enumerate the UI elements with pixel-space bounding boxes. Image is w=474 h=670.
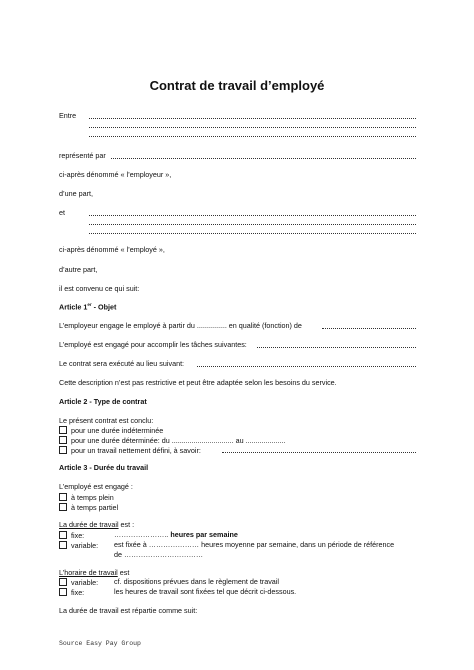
option-temps-partiel[interactable]: à temps partiel <box>59 503 118 511</box>
taches-line <box>257 347 416 348</box>
horaire-variable-text: cf. dispositions prévues dans le règlement de travail <box>114 577 280 586</box>
article-1-lieu: Le contrat sera exécuté au lieu suivant: <box>59 359 185 368</box>
article-2-intro: Le présent contrat est conclu: <box>59 416 154 425</box>
article-1-description: Cette description n’est pas restrictive et peut être adaptée selon les besoins du service. <box>59 378 337 387</box>
represente-label: représenté par <box>59 151 106 160</box>
employeur-denomme: ci-après dénommé « l’employeur », <box>59 170 172 179</box>
horaire-travail-heading: L’horaire de travail est <box>59 568 130 577</box>
et-line-3 <box>89 233 416 234</box>
option-horaire-fixe[interactable]: fixe: <box>59 588 84 596</box>
employe-denomme: ci-après dénommé « l’employé », <box>59 245 165 254</box>
checkbox[interactable] <box>59 531 67 539</box>
article-1-taches: L’employé est engagé pour accomplir les tâches suivantes: <box>59 340 247 349</box>
entre-line-3 <box>89 136 416 137</box>
horaire-fixe-text: les heures de travail sont fixées tel que décrit ci-dessous. <box>114 587 297 596</box>
footer-source: Source Easy Pay Group <box>59 640 141 647</box>
represente-line <box>111 158 416 159</box>
option-duree-fixe[interactable]: fixe: <box>59 531 84 539</box>
et-line-1 <box>89 215 416 216</box>
duree-fixe-text: ………………….. heures par semaine <box>114 530 238 539</box>
duree-travail-heading: La durée de travail est : <box>59 520 135 529</box>
checkbox[interactable] <box>59 503 67 511</box>
option-horaire-variable[interactable]: variable: <box>59 578 98 586</box>
checkbox[interactable] <box>59 493 67 501</box>
fonction-line <box>322 328 416 329</box>
article-2-title: Article 2 - Type de contrat <box>59 397 147 406</box>
option-temps-plein[interactable]: à temps plein <box>59 493 114 501</box>
dune-part: d’une part, <box>59 189 93 198</box>
et-line-2 <box>89 224 416 225</box>
checkbox[interactable] <box>59 588 67 596</box>
option-travail-defini[interactable]: pour un travail nettement défini, à savoir: <box>59 446 201 454</box>
periode-reference: de …………………………… <box>114 550 204 559</box>
article-1-engage: L’employeur engage le employé à partir du ............... en qualité (fonction) de <box>59 321 302 330</box>
convenu-text: il est convenu ce qui suit: <box>59 284 140 293</box>
document-title: Contrat de travail d’employé <box>149 78 325 93</box>
entre-line-2 <box>89 127 416 128</box>
checkbox[interactable] <box>59 426 67 434</box>
article-3-engage: L’employé est engagé : <box>59 482 133 491</box>
option-duree-indeterminee[interactable]: pour une durée indéterminée <box>59 426 163 434</box>
checkbox[interactable] <box>59 436 67 444</box>
article-1-title: Article 1er - Objet <box>59 302 117 312</box>
travail-defini-line <box>222 452 416 453</box>
entre-label: Entre <box>59 111 77 120</box>
repartition-text: La durée de travail est répartie comme suit: <box>59 606 198 615</box>
option-duree-determinee[interactable]: pour une durée déterminée: du ............................... au .................... <box>59 436 286 444</box>
checkbox[interactable] <box>59 578 67 586</box>
checkbox[interactable] <box>59 541 67 549</box>
checkbox[interactable] <box>59 446 67 454</box>
duree-variable-text: est fixée à ………………… heures moyenne par semaine, dans un période de référence <box>114 540 395 549</box>
et-label: et <box>59 208 65 217</box>
article-3-title: Article 3 - Durée du travail <box>59 463 149 472</box>
entre-line-1 <box>89 118 416 119</box>
dautre-part: d’autre part, <box>59 265 98 274</box>
lieu-line <box>197 366 416 367</box>
option-duree-variable[interactable]: variable: <box>59 541 98 549</box>
